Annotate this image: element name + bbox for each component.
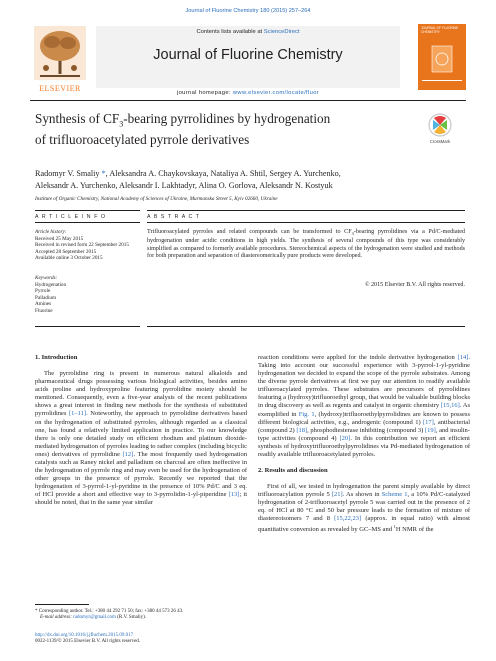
citation-link[interactable]: [21]: [331, 491, 343, 499]
text-run: . The most frequently used hydrogenation catalysts such as Raney nickel and palladium on charcoal are often ineffective in the hydrogenation of pyrrole ring and may even be used for the hydrogenation of other groups in the presence of pyrrole. Recently we reported that the hydrogenation of 3-pyrrol-1-yl-pyridine in the presence of 10% Pd/C and 3 eq. of HCl provide a short and effective way to 3-pyrrolidin-1-yl-piperidine: [35, 450, 247, 499]
abstract-text: [147, 229, 465, 261]
scheme-link[interactable]: Scheme 1: [381, 491, 408, 499]
homepage-line: [96, 90, 400, 96]
authors-line-2: Aleksandr A. Yurchenko, Aleksandr I. Lakhtadyr, Alina O. Gorlova, Aleksandr N. Kostyuk: [35, 181, 333, 190]
article-info-heading: A R T I C L E I N F O: [35, 214, 107, 220]
footnote-line-2: [35, 615, 247, 621]
text-run: (approx. in equal ratio) with almost quantitative conversion as revealed by GC–MS and: [258, 515, 470, 534]
section-heading-results: 2. Results and discussion: [258, 467, 328, 475]
superscript: 1: [393, 524, 396, 530]
footnote-rule: [35, 604, 89, 605]
homepage-link[interactable]: www.elsevier.com/locate/fluor: [232, 90, 320, 96]
text-run: , (hydroxy)trifluoroethylpyrrolidines are known to possess different biological activities, e.g., androgenic (compound 1): [258, 410, 470, 426]
keywords-label: Keywords:: [35, 275, 58, 281]
citation-link[interactable]: [14]: [457, 354, 469, 361]
masthead-rule: [30, 100, 466, 101]
text-run: . Taking into account our successful experience with 3-pyrrol-1-yl-pyridine hydrogenation we decided to expand the scope of the pyrrole substrates. Among the diverse pyrrole derivatives at first we pay our attention to readily available trifluoroacylated pyrroles. These substrates are precursors of pyrrolidines featuring a (hydroxy)trifluoroethyl group, that would be valuable building blocks in drug discovery as well as regents and catalyst in organic chemistry: [258, 354, 470, 410]
abstract-part-a: Trifluoroacylated pyrroles and related compounds can be transformed to CF: [147, 229, 352, 235]
citation-link[interactable]: [12]: [122, 450, 134, 458]
title-part-2: -bearing pyrrolidines by hydrogenation: [123, 111, 331, 126]
text-run: H NMR of the: [395, 526, 434, 534]
text-run: ; it should be noted, that in the same year similar: [35, 491, 248, 507]
title-part-1: Synthesis of CF: [35, 111, 120, 126]
text-run: reaction conditions were applied for the indole derivative hydrogenation: [258, 354, 458, 361]
history-label: Article history:: [35, 229, 67, 235]
results-paragraph: [258, 483, 470, 535]
title-line-2: of trifluoroacetylated pyrrole derivatives: [35, 132, 250, 148]
text-run: . As shown in: [342, 491, 382, 499]
history-received: Received 25 May 2015: [35, 235, 84, 242]
history-accepted: Accepted 28 September 2015: [35, 248, 97, 255]
body-left-column: [35, 354, 247, 507]
citation-link[interactable]: [15,22,23]: [334, 515, 362, 523]
citation-link[interactable]: [15,16]: [440, 402, 460, 410]
affiliation: Institute of Organic Chemistry, National Academy of Sciences of Ukraine, Murmanska Street 5, Kyiv 02660, Ukraine: [35, 196, 278, 202]
keyword: Fluorine: [35, 307, 53, 314]
keyword: Amines: [35, 301, 52, 308]
citation-link[interactable]: [13]: [228, 491, 240, 499]
title-subscript: 3: [119, 119, 124, 129]
author-list: [35, 168, 465, 192]
text-run: , a 10% Pd/C-catalyzed hydrogenation of 2-trifluoroacetyl pyrrole 5 was carried out in the presence of 2 eq. of HCl at 80 °C and 50 bar pressure leads to the formation of mixture of diastereoisomers 7 and 8: [258, 491, 470, 523]
citation-link[interactable]: [17]: [423, 418, 434, 426]
citation-link[interactable]: [20]: [339, 434, 351, 442]
abstract-rule-top: [147, 210, 465, 211]
history-online: Available online 3 October 2015: [35, 255, 103, 262]
footnote-mark: *: [35, 609, 38, 614]
intro-paragraph: [35, 370, 247, 507]
citation-link[interactable]: [1–11]: [68, 410, 87, 418]
journal-masthead: [30, 22, 466, 99]
homepage-prefix: journal homepage:: [176, 90, 233, 96]
keywords: [35, 275, 140, 315]
cover-art-icon: [418, 24, 466, 90]
text-run: , and insulin-type activities (compound 4): [258, 426, 470, 442]
email-suffix: (R.V. Smaliy).: [115, 615, 147, 621]
journal-reference[interactable]: Journal of Fluorine Chemistry 180 (2015) 257–264: [185, 8, 311, 14]
footnote-text: Corresponding author. Tel.: +380 44 292 71 50; fax: +380 44 573 26 43.: [37, 609, 184, 614]
crossmark-icon: [420, 112, 460, 139]
contents-line: [96, 29, 400, 35]
abstract-subscript: 3: [351, 231, 354, 237]
history-revised: Received in revised form 22 September 2015: [35, 242, 129, 249]
text-run: , antibacterial (compound 2): [258, 418, 470, 434]
corresponding-author-mark[interactable]: *: [101, 169, 106, 178]
keyword: Pyrrole: [35, 288, 51, 295]
intro-continuation-paragraph: [258, 354, 470, 459]
info-rule-bottom: [35, 326, 140, 327]
abstract-rule-bottom: [147, 326, 465, 327]
figure-link[interactable]: Fig. 1: [298, 410, 315, 418]
doi-block: [35, 633, 247, 646]
authors-line-1b: , Aleksandra A. Chaykovskaya, Nataliya A. Shtil, Sergey A. Yurchenko,: [105, 169, 341, 178]
text-run: . In this contribution we report an efficient synthesis of hydroxytrifluoroethylpyrrolidines via Pd-mediated hydrogenation of readily available trifluoroacetylated pyrroles.: [258, 434, 470, 458]
text-run: , phosphodiesterase inhibiting (compound 3): [307, 426, 425, 434]
text-run: First of all, we tested in hydrogenation the parent simply available by direct trifluoroacylation pyrrole 5: [258, 483, 470, 499]
crossmark-label: CrossMark: [429, 139, 451, 144]
abstract-heading: A B S T R A C T: [147, 214, 201, 220]
abstract-copyright: © 2015 Elsevier B.V. All rights reserved.: [364, 282, 465, 288]
journal-name[interactable]: Journal of Fluorine Chemistry: [153, 47, 343, 63]
text-run: . Noteworthy, the approach to pyrrolidine derivatives based on the hydrogenation of substituted pyrroles, although regarded as a classical one, has found a relatively limited application in practice. To our knowledge there is only one detailed study on efficient rhodium and platinum dioxide-mediated hydrogenation of pyrroles leading to rather complex (including bicyclic ones) derivatives of pyrrolidine: [35, 410, 247, 458]
doi-link[interactable]: http://dx.doi.org/10.1016/j.jfluchem.2015.09.017: [35, 633, 134, 638]
sciencedirect-link[interactable]: ScienceDirect: [263, 29, 300, 35]
info-rule-mid: [35, 222, 140, 223]
text-run: . As exemplified in: [258, 402, 470, 418]
article-history: [35, 229, 140, 262]
elsevier-wordmark: ELSEVIER: [39, 84, 81, 93]
keyword: Hydrogenation: [35, 281, 67, 288]
abstract-rule-mid: [147, 222, 465, 223]
text-run: The pyrrolidine ring is present in numerous natural alkaloids and pharmaceutical drugs possessing various biological activities, besides amino acids proline and hydroxyproline featuring pyrrolidine moiety should be mentioned. Consequently, even a five-year analysis of the recent publications shows a great interest in finding new methods for the synthesis of substituted pyrrolidines: [35, 370, 247, 418]
citation-link[interactable]: [18]: [296, 426, 308, 434]
journal-cover-thumbnail[interactable]: [418, 24, 466, 90]
crossmark-badge[interactable]: [420, 112, 460, 148]
body-right-column: [258, 354, 470, 535]
issn-line: 0022-1139/© 2015 Elsevier B.V. All rights reserved.: [35, 639, 141, 645]
elsevier-tree-icon: [30, 24, 90, 82]
citation-link[interactable]: [19]: [424, 426, 436, 434]
email-link[interactable]: radomyr@gmail.com: [73, 615, 116, 621]
keyword: Palladium: [35, 294, 57, 301]
section-heading-introduction: 1. Introduction: [35, 354, 78, 361]
email-label: E-mail address:: [40, 615, 74, 621]
contents-prefix: Contents lists available at: [196, 29, 264, 35]
elsevier-logo[interactable]: [30, 24, 90, 92]
authors-line-1a: Radomyr V. Smaliy: [35, 169, 102, 178]
abstract-part-b: -bearing pyrrolidines via a Pd/C-mediated hydrogenation under acidic conditions in high yields. The synthesis of several compounds of this type was considerably simplified as compared to formerly available procedures. Stereochemical aspects of the hydrogenation were studied and methods for both preparation and separation of diastereomerically pure products were developed.: [147, 229, 465, 260]
corresponding-author-footnote: [35, 609, 247, 622]
info-rule-top: [35, 210, 140, 211]
article-title: [35, 111, 375, 148]
cover-title: JOURNAL OF FLUORINE CHEMISTRY: [421, 26, 459, 34]
